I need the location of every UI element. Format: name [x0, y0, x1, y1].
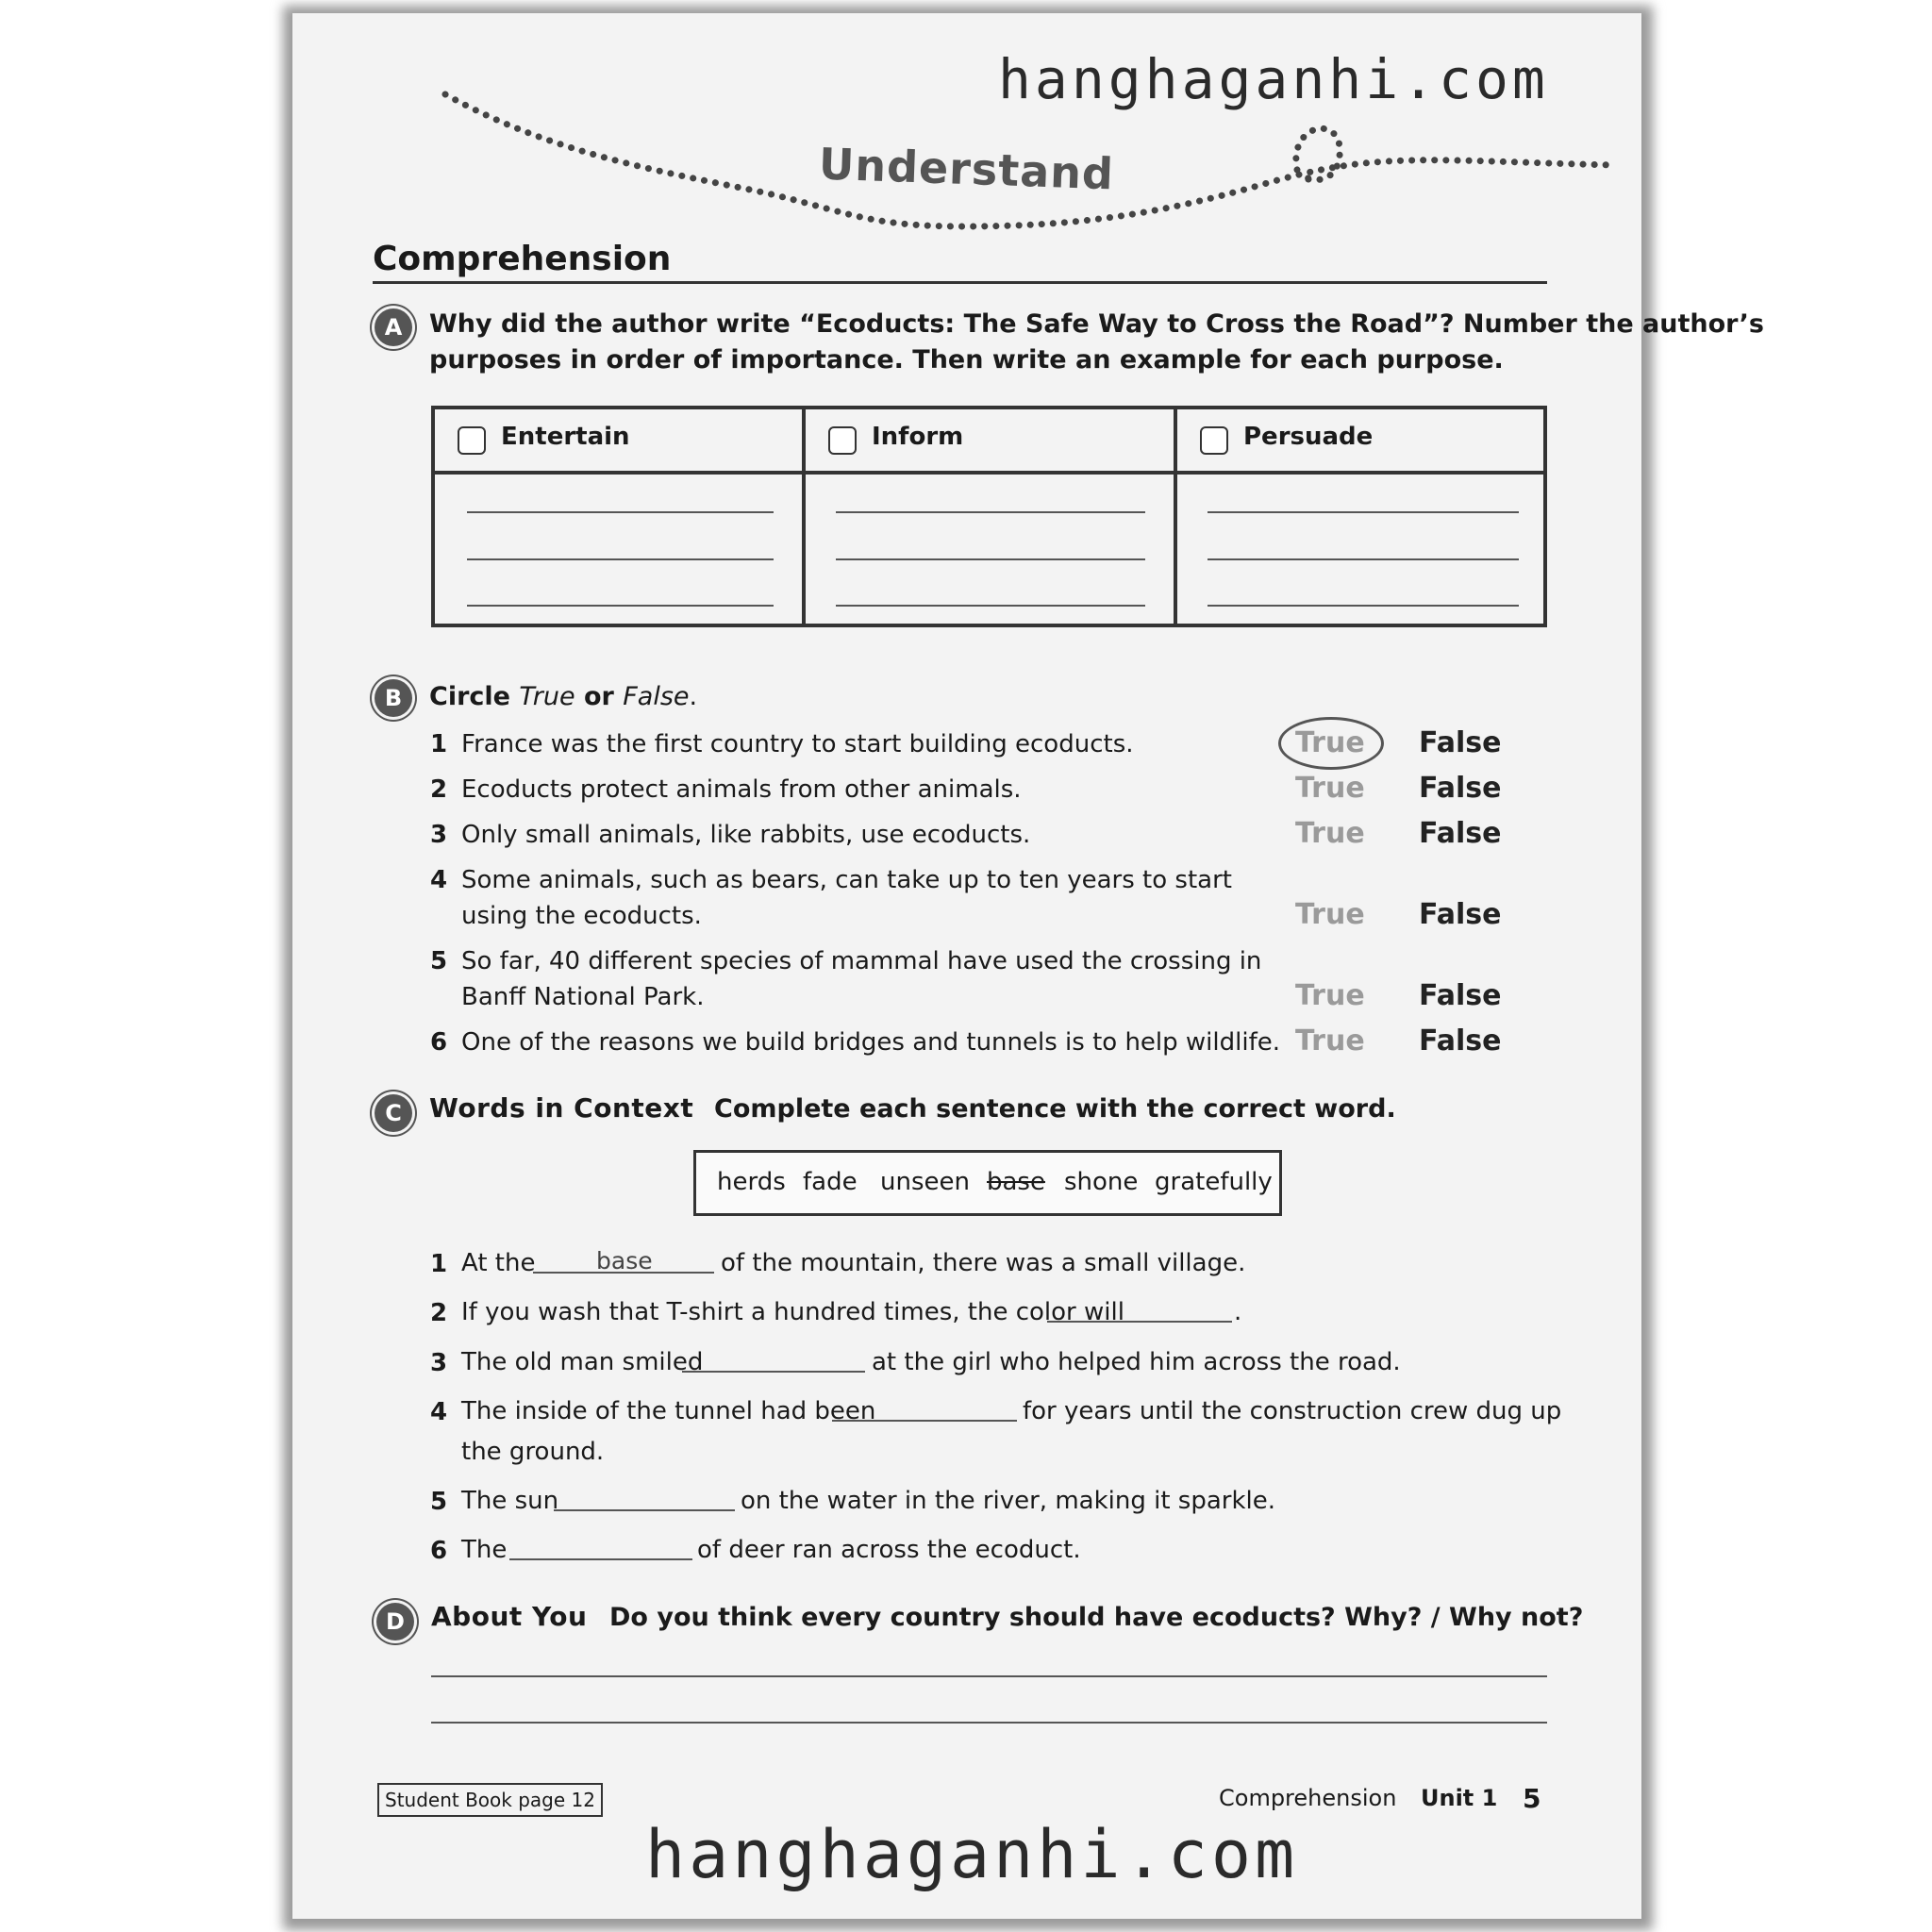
- word-bank-item: fade: [803, 1168, 858, 1196]
- answer-line[interactable]: [836, 511, 1145, 513]
- watermark-bottom: hanghaganhi.com: [645, 1816, 1299, 1893]
- part-b-instruction-true: True: [519, 682, 575, 711]
- c-item-after: at the girl who helped him across the road.: [872, 1348, 1401, 1376]
- c-item-number: 1: [430, 1250, 448, 1278]
- c-item-answer: base: [596, 1247, 653, 1274]
- fill-blank[interactable]: [1047, 1321, 1232, 1323]
- part-b-instruction-or: or: [575, 682, 624, 711]
- c-item-before: The sun: [461, 1487, 559, 1515]
- false-option[interactable]: False: [1419, 898, 1502, 931]
- banner-title: Understand: [818, 138, 1115, 200]
- column-inform: [806, 409, 1177, 624]
- column-persuade: [1177, 409, 1543, 624]
- part-b-instruction: [429, 679, 697, 715]
- b-item-text: Some animals, such as bears, can take up to ten years to start: [461, 866, 1232, 894]
- c-item-after: for years until the construction crew dug up: [1023, 1397, 1562, 1425]
- answer-line[interactable]: [467, 558, 774, 560]
- b-item-number: 3: [430, 821, 448, 849]
- true-option[interactable]: True: [1295, 979, 1365, 1012]
- false-option[interactable]: False: [1419, 817, 1502, 850]
- false-option[interactable]: False: [1419, 726, 1502, 759]
- word-bank-item-crossed: base: [987, 1168, 1045, 1196]
- purpose-table: [431, 406, 1547, 627]
- part-b-instruction-end: .: [689, 682, 698, 711]
- book-reference-box: Student Book page 12: [377, 1783, 603, 1817]
- part-b-instruction-false: False: [623, 682, 690, 711]
- persuade-checkbox[interactable]: [1200, 426, 1228, 455]
- c-item-after: of the mountain, there was a small village.: [721, 1249, 1246, 1277]
- part-a-instruction-line1: Why did the author write “Ecoducts: The Safe Way to Cross the Road”? Number the author’s: [429, 309, 1764, 339]
- answer-line[interactable]: [836, 558, 1145, 560]
- part-d-instruction: Do you think every country should have ecoducts? Why? / Why not?: [609, 1603, 1584, 1632]
- b-item-text: One of the reasons we build bridges and tunnels is to help wildlife.: [461, 1028, 1280, 1057]
- answer-line[interactable]: [1208, 511, 1519, 513]
- b-item-number: 1: [430, 730, 448, 758]
- watermark-top: hanghaganhi.com: [998, 47, 1549, 111]
- answer-line[interactable]: [467, 511, 774, 513]
- entertain-label: Entertain: [501, 423, 630, 451]
- inform-checkbox[interactable]: [828, 426, 857, 455]
- inform-label: Inform: [872, 423, 964, 451]
- answer-line[interactable]: [836, 605, 1145, 607]
- entertain-checkbox[interactable]: [458, 426, 486, 455]
- b-item-text: Only small animals, like rabbits, use ecoducts.: [461, 821, 1031, 849]
- answer-line[interactable]: [1208, 558, 1519, 560]
- badge-c: C: [375, 1094, 412, 1132]
- page-number: 5: [1523, 1783, 1541, 1814]
- word-bank-item: herds: [717, 1168, 786, 1196]
- word-bank-item: shone: [1064, 1168, 1139, 1196]
- footer-unit: Unit 1: [1421, 1785, 1498, 1811]
- c-item-before: The: [461, 1536, 508, 1564]
- part-c-instruction: Complete each sentence with the correct word.: [714, 1094, 1396, 1124]
- c-item-number: 5: [430, 1488, 448, 1516]
- badge-b: B: [375, 679, 412, 717]
- c-item-cont: the ground.: [461, 1438, 605, 1466]
- c-item-before: The inside of the tunnel had been: [461, 1397, 876, 1425]
- c-item-before: The old man smiled: [461, 1348, 704, 1376]
- c-item-number: 6: [430, 1537, 448, 1565]
- c-item-after: of deer ran across the ecoduct.: [697, 1536, 1081, 1564]
- part-c-title: Words in Context: [429, 1092, 694, 1124]
- b-item-text-cont: using the ecoducts.: [461, 902, 702, 930]
- fill-blank[interactable]: [509, 1558, 692, 1560]
- b-item-number: 2: [430, 775, 448, 804]
- column-entertain: [435, 409, 806, 624]
- b-item-text: So far, 40 different species of mammal have used the crossing in: [461, 947, 1262, 975]
- c-item-number: 3: [430, 1349, 448, 1377]
- section-title: Comprehension: [373, 240, 672, 278]
- c-item-after: .: [1234, 1298, 1242, 1326]
- b-item-text-cont: Banff National Park.: [461, 983, 705, 1011]
- c-item-before: At the: [461, 1249, 536, 1277]
- b-item-number: 4: [430, 866, 448, 894]
- b-item-text: France was the first country to start building ecoducts.: [461, 730, 1134, 758]
- true-option[interactable]: True: [1295, 726, 1365, 759]
- part-a-instruction-line2: purposes in order of importance. Then write an example for each purpose.: [429, 345, 1504, 375]
- true-option[interactable]: True: [1295, 898, 1365, 931]
- false-option[interactable]: False: [1419, 1024, 1502, 1058]
- word-bank-item: unseen: [880, 1168, 970, 1196]
- part-d-title: About You: [431, 1601, 588, 1632]
- fill-blank[interactable]: [554, 1509, 735, 1511]
- badge-d: D: [376, 1603, 414, 1641]
- fill-blank[interactable]: [832, 1420, 1017, 1422]
- answer-line[interactable]: [1208, 605, 1519, 607]
- answer-line[interactable]: [431, 1675, 1547, 1677]
- part-b-instruction-pre: Circle: [429, 682, 520, 711]
- badge-a: A: [375, 308, 412, 346]
- true-option[interactable]: True: [1295, 1024, 1365, 1058]
- b-item-number: 5: [430, 947, 448, 975]
- b-item-text: Ecoducts protect animals from other animals.: [461, 775, 1022, 804]
- word-bank: [693, 1150, 1282, 1216]
- false-option[interactable]: False: [1419, 772, 1502, 805]
- persuade-label: Persuade: [1243, 423, 1374, 451]
- c-item-number: 4: [430, 1398, 448, 1426]
- section-title-rule: [373, 281, 1547, 284]
- c-item-number: 2: [430, 1299, 448, 1327]
- b-item-number: 6: [430, 1028, 448, 1057]
- c-item-after: on the water in the river, making it sparkle.: [741, 1487, 1276, 1515]
- c-item-before: If you wash that T-shirt a hundred times, the color will: [461, 1298, 1124, 1326]
- true-option[interactable]: True: [1295, 817, 1365, 850]
- answer-line[interactable]: [431, 1722, 1547, 1724]
- true-option[interactable]: True: [1295, 772, 1365, 805]
- word-bank-item: gratefully: [1155, 1168, 1273, 1196]
- false-option[interactable]: False: [1419, 979, 1502, 1012]
- answer-line[interactable]: [467, 605, 774, 607]
- fill-blank[interactable]: [682, 1371, 865, 1373]
- footer-section: Comprehension: [1219, 1785, 1397, 1811]
